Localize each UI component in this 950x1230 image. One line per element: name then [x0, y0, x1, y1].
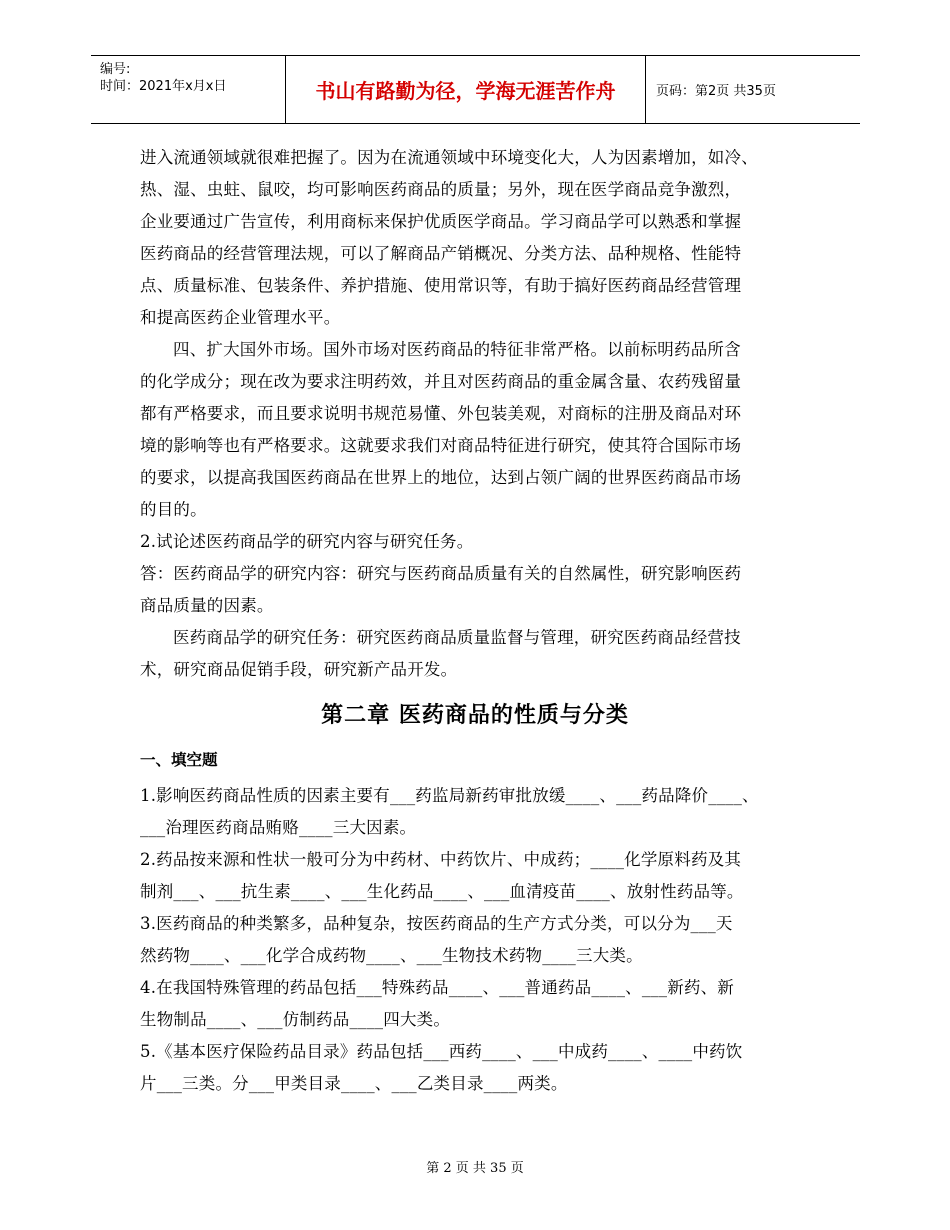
- question-line: 然药物____、___化学合成药物____、___生物技术药物____三大类。: [140, 946, 643, 965]
- page-header: [91, 55, 860, 124]
- body-line: 都有严格要求，而且要求说明书规范易懂、外包装美观，对商标的注册及商品对环: [140, 404, 742, 423]
- body-line: 医药商品的经营管理法规，可以了解商品产销概况、分类方法、品种规格、性能特: [140, 244, 742, 263]
- question-heading: 2.试论述医药商品学的研究内容与研究任务。: [140, 532, 474, 551]
- body-line: 的要求，以提高我国医药商品在世界上的地位，达到占领广阔的世界医药商品市场: [140, 468, 742, 487]
- body-line: 和提高医药企业管理水平。: [140, 308, 341, 327]
- page-footer: 第 2 页 共 35 页: [426, 1161, 524, 1176]
- document-time: 时间：2021年x月x日: [100, 79, 227, 94]
- answer-line: 答：医药商品学的研究内容：研究与医药商品质量有关的自然属性，研究影响医药: [140, 564, 742, 583]
- question-line: 生物制品____、___仿制药品____四大类。: [140, 1010, 451, 1029]
- body-text: [140, 142, 812, 686]
- header-motto: 书山有路勤为径，学海无涯苦作舟: [286, 56, 646, 123]
- answer-line: 商品质量的因素。: [140, 596, 274, 615]
- question-line: 5.《基本医疗保险药品目录》药品包括___西药____、___中成药____、____中药饮: [140, 1042, 743, 1061]
- chapter-title: 第二章 医药商品的性质与分类: [321, 703, 629, 728]
- fill-in-questions: [140, 780, 820, 1100]
- body-line: 四、扩大国外市场。国外市场对医药商品的特征非常严格。以前标明药品所含: [173, 340, 741, 359]
- body-line: 热、湿、虫蛀、鼠咬，均可影响医药商品的质量；另外，现在医学商品竞争激烈，: [140, 180, 742, 199]
- question-line: 4.在我国特殊管理的药品包括___特殊药品____、___普通药品____、___新药、新: [140, 978, 734, 997]
- answer-line: 术，研究商品促销手段，研究新产品开发。: [140, 660, 458, 679]
- body-line: 点、质量标准、包装条件、养护措施、使用常识等，有助于搞好医药商品经营管理: [140, 276, 742, 295]
- body-line: 的目的。: [140, 500, 207, 519]
- question-line: 2.药品按来源和性状一般可分为中药材、中药饮片、中成药；____化学原料药及其: [140, 850, 742, 869]
- body-line: 的化学成分；现在改为要求注明药效，并且对医药商品的重金属含量、农药残留量: [140, 372, 742, 391]
- body-line: 境的影响等也有严格要求。这就要求我们对商品特征进行研究，使其符合国际市场: [140, 436, 742, 455]
- section-title: 一、填空题: [140, 751, 218, 769]
- body-line: 企业要通过广告宣传，利用商标来保护优质医学商品。学习商品学可以熟悉和掌握: [140, 212, 742, 231]
- body-line: 进入流通领域就很难把握了。因为在流通领域中环境变化大，人为因素增加，如冷、: [140, 148, 758, 167]
- document-number-label: 编号:: [100, 62, 131, 77]
- question-line: 制剂___、___抗生素____、___生化药品____、___血清疫苗____、放射性药品等。: [140, 882, 744, 901]
- answer-line: 医药商品学的研究任务：研究医药商品质量监督与管理，研究医药商品经营技: [173, 628, 741, 647]
- question-line: ___治理医药商品贿赂____三大因素。: [140, 818, 417, 837]
- header-page-info: 页码：第2页 共35页: [656, 84, 776, 99]
- question-line: 片___三类。分___甲类目录____、___乙类目录____两类。: [140, 1074, 568, 1093]
- question-line: 3.医药商品的种类繁多，品种复杂，按医药商品的生产方式分类，可以分为___天: [140, 914, 733, 933]
- header-meta: [91, 56, 286, 123]
- question-line: 1.影响医药商品性质的因素主要有___药监局新药审批放缓____、___药品降价____、: [140, 786, 759, 805]
